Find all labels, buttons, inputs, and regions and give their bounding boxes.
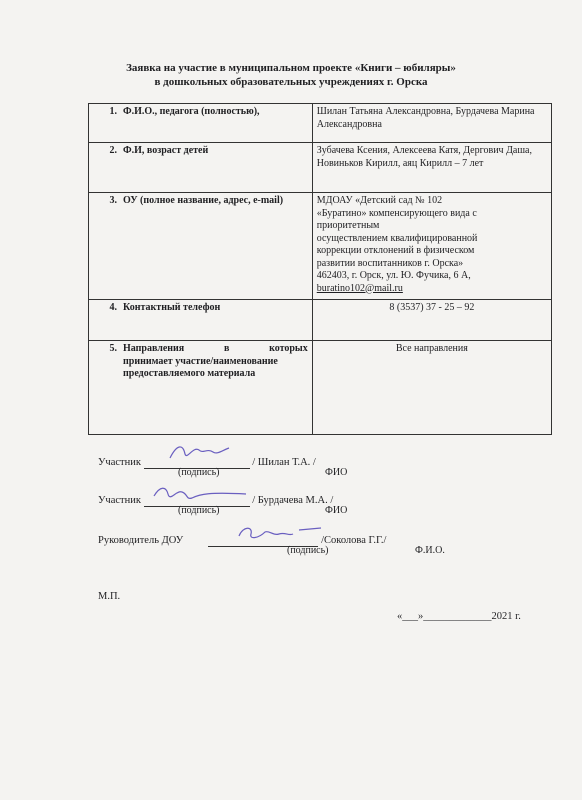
participant1-line: Участник / Шилан Т.А. / — [98, 457, 316, 468]
document-title-line2: в дошкольных образовательных учреждениях г. Орска — [154, 76, 428, 88]
signature-scribble-icon — [150, 480, 250, 506]
table-row — [89, 300, 552, 341]
row-label: 4. Контактный телефон — [89, 300, 313, 341]
row-label: 3. ОУ (полное название, адрес, e-mail) — [89, 193, 313, 300]
signature-scribble-icon — [235, 522, 325, 544]
row-value: Шилан Татьяна Александровна, Бурдачева Марина Александровна — [312, 104, 551, 143]
table-row — [89, 143, 552, 193]
row-value: Зубачева Ксения, Алексеева Катя, Дергович Даша, Новиньков Кирилл, аяц Кирилл – 7 лет — [312, 143, 551, 193]
caption-fio: Ф.И.О. — [415, 545, 445, 556]
signature-scribble-icon — [165, 440, 235, 464]
caption-sign: (подпись) — [287, 545, 329, 556]
caption-fio: ФИО — [325, 467, 348, 478]
stamp-place: М.П. — [98, 591, 121, 602]
caption-sign: (подпись) — [178, 505, 220, 516]
row-label: 5. Направления в которых принимает участие/наименование предоставляемого материала — [89, 341, 313, 435]
row-value: Все направления — [312, 341, 551, 435]
document-title-line1: Заявка на участие в муниципальном проекте «Книги – юбиляры» — [126, 62, 456, 74]
row-label: 2. Ф.И, возраст детей — [89, 143, 313, 193]
table-row — [89, 341, 552, 435]
head-line: Руководитель ДОУ /Соколова Г.Г./ — [98, 535, 387, 546]
caption-sign: (подпись) — [178, 467, 220, 478]
participant2-line: Участник / Бурдачева М.А. / — [98, 495, 334, 506]
email-text: buratino102@mail.ru — [316, 282, 403, 294]
date-line: «___»_____________2021 г. — [397, 611, 521, 622]
application-table — [88, 103, 552, 435]
row-value: 8 (3537) 37 - 25 – 92 — [312, 300, 551, 341]
caption-fio: ФИО — [325, 505, 348, 516]
table-row — [89, 193, 552, 300]
row-value: МДОАУ «Детский сад № 102 «Буратино» компенсирующего вида с приоритетным осуществлением квалифицированной коррекции отклонений в физическом развитии воспитанников г. Орска» 462403, г. Орск, ул. Ю. Фучика, 6 А, buratino102@mail.ru — [312, 193, 551, 300]
row-label: 1. Ф.И.О., педагога (полностью), — [89, 104, 313, 143]
table-row — [89, 104, 552, 143]
